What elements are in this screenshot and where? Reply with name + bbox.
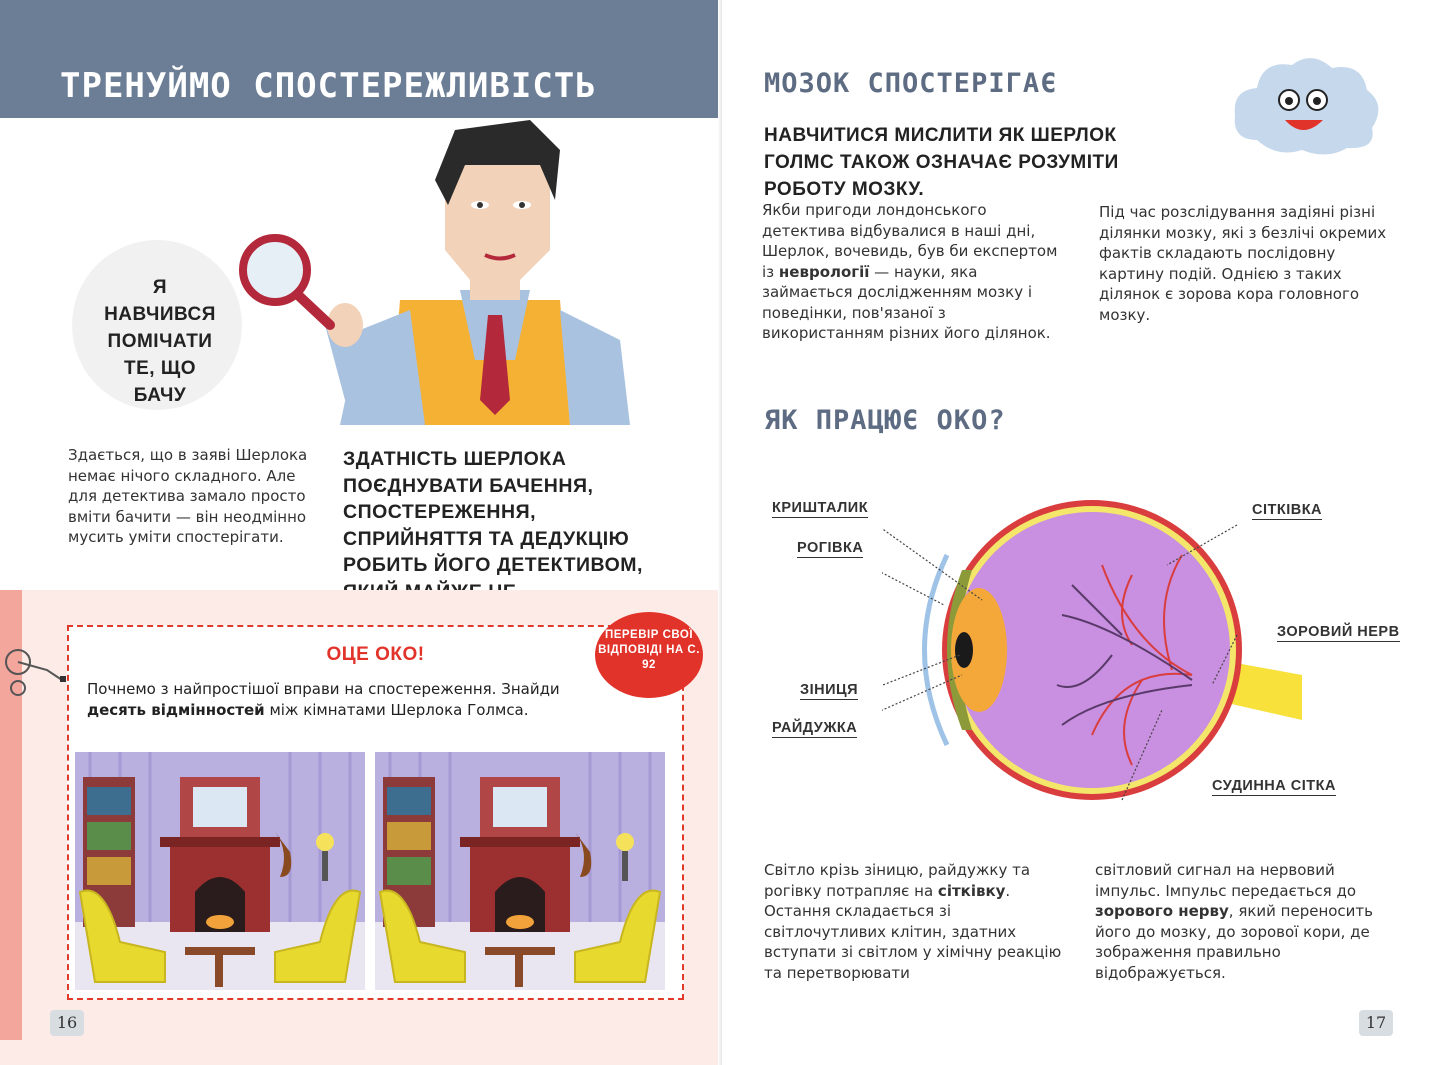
- face: [445, 160, 550, 280]
- label-pupil: ЗІНИЦЯ: [800, 682, 859, 698]
- speech-text: Я НАВЧИВСЯ ПОМІЧАТИ ТЕ, ЩО БАЧУ: [104, 277, 216, 406]
- label-choroid: СУДИННА СІТКА: [1212, 778, 1336, 794]
- sherlock-illustration: [230, 110, 640, 430]
- bicycle-icon: [2, 640, 66, 700]
- eye-diagram: [882, 495, 1312, 815]
- brain-areas-paragraph: Під час розслідування задіяні різні ділянки мозку, які з безлічі окремих фактів складають послідовну картину подій. Однією з таких ділянок є зорова кора головного мозку.: [1099, 203, 1387, 324]
- right-title: МОЗОК СПОСТЕРІГАЄ: [764, 68, 1058, 99]
- label-cornea: РОГІВКА: [797, 540, 864, 556]
- label-retina: СІТКІВКА: [1252, 502, 1323, 518]
- page-number-left: 16: [50, 1010, 84, 1036]
- lead-statement: ЗДАТНІСТЬ ШЕРЛОКА ПОЄДНУВАТИ БАЧЕННЯ, СПОСТЕРЕЖЕННЯ, СПРИЙНЯТТЯ ТА ДЕДУКЦІЮ РОБИТЬ ЙОГО ДЕТЕКТИВОМ,: [343, 448, 643, 576]
- right-lead: НАВЧИТИСЯ МИСЛИТИ ЯК ШЕРЛОК ГОЛМС ТАКОЖ ОЗНАЧАЄ РОЗУМІТИ РОБОТУ МОЗКУ.: [764, 125, 1119, 200]
- eye-section-title: ЯК ПРАЦЮЄ ОКО?: [764, 405, 1006, 436]
- left-page: [0, 0, 722, 1065]
- eye-paragraph-2: світловий сигнал на нервовий імпульс. Імпульс передається до зорового нерву, який переносить його до мозку, до зорової кори, де зображення правильно відображується.: [1095, 861, 1374, 982]
- label-optic-nerve: ЗОРОВИЙ НЕРВ: [1277, 624, 1400, 640]
- intro-paragraph: Здається, що в заяві Шерлока немає нічого складного. Але для детектива замало просто вміти бачити — він неодмінно мусить уміти спостерігати.: [68, 446, 308, 546]
- room-picture-right[interactable]: [375, 752, 665, 990]
- right-page: [722, 0, 1445, 1065]
- answers-badge: ПЕРЕВІР СВОЇ ВІДПОВІДІ НА С. 92: [595, 612, 703, 698]
- label-lens: КРИШТАЛИК: [772, 500, 869, 516]
- exercise-text: Почнемо з найпростішої вправи на спостереження. Знайди десять відмінностей між кімнатами Шерлока Голмса.: [87, 680, 560, 719]
- exercise-title: ОЦЕ ОКО!: [326, 644, 425, 665]
- neurology-paragraph: Якби пригоди лондонського детектива відбувалися в наші дні, Шерлок, вочевидь, був би експертом із неврології — науки, яка займається дослідженням мозку і поведінки, пов'язаної з використанням різних його ділянок.: [762, 201, 1058, 342]
- brain-cloud-icon: [1227, 50, 1387, 160]
- page-title: ТРЕНУЙМО СПОСТЕРЕЖЛИВІСТЬ: [60, 66, 597, 106]
- label-iris: РАЙДУЖКА: [772, 720, 858, 736]
- sleeve-left: [560, 310, 630, 425]
- eye-paragraph-1: Світло крізь зіницю, райдужку та рогівку потрапляє на сітківку. Остання складається зі світлочутливих клітин, здатних вступати зі світлом у хімічну реакцію та перетворювати: [764, 861, 1062, 982]
- room-picture-left[interactable]: [75, 752, 365, 990]
- exercise-bold: десять відмінностей: [87, 701, 265, 719]
- page-number-right: 17: [1359, 1010, 1393, 1036]
